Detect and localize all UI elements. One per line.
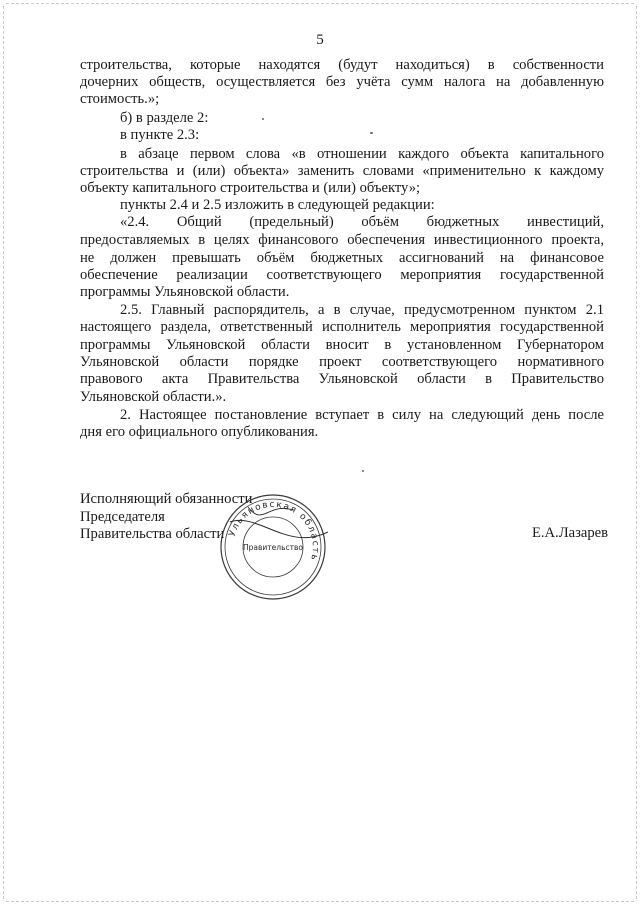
text-line: предоставляемых в целях финансового обеспечения инвестиционного проекта, (80, 232, 604, 248)
scan-edge-right (636, 6, 637, 899)
text-line: строительства и (или) объекта» заменить словами «применительно к каждому (80, 163, 604, 179)
text-line: Ульяновской области порядке проект соответствующего нормативного (80, 354, 604, 370)
signatory-title-line-2: Председателя (80, 509, 165, 525)
scan-edge-left (3, 6, 4, 899)
text-line: пункты 2.4 и 2.5 изложить в следующей редакции: (120, 197, 435, 213)
text-line: в пункте 2.3: (120, 127, 200, 143)
scan-edge-bottom (6, 901, 634, 902)
text-line: дня его официального опубликования. (80, 424, 319, 440)
svg-text:Ульяновская область (228, 500, 321, 562)
text-line: строительства, которые находятся (будут находиться) в собственности (80, 57, 604, 73)
signatory-title-line-1: Исполняющий обязанности (80, 491, 253, 507)
text-line: б) в разделе 2: (120, 110, 209, 126)
text-line: настоящего раздела, ответственный исполнитель мероприятия государственной (80, 319, 604, 335)
scan-speck (262, 118, 264, 120)
text-line: 2. Настоящее постановление вступает в силу на следующий день после (120, 407, 604, 423)
text-line: 2.5. Главный распорядитель, а в случае, предусмотренном пунктом 2.1 (120, 302, 604, 318)
text-line: объекту капитального строительства и (или) объекту»; (80, 180, 421, 196)
text-line: программы Ульяновской области вносит в установленном Губернатором (80, 337, 604, 353)
signatory-name: Е.А.Лазарев (531, 525, 608, 541)
official-seal (218, 492, 328, 602)
text-line: программы Ульяновской области. (80, 284, 290, 300)
text-line: «2.4. Общий (предельный) объём бюджетных инвестиций, (120, 214, 604, 230)
text-line: не должен превышать объём бюджетных ассигнований на финансовое (80, 250, 604, 266)
text-line: правового акта Правительства Ульяновской области в Правительство (80, 371, 604, 387)
text-line: в абзаце первом слова «в отношении каждого объекта капитального (120, 146, 604, 162)
seal-ring-text: Ульяновская область (227, 499, 321, 563)
scan-speck (370, 132, 373, 134)
text-line: Ульяновской области.». (80, 389, 227, 405)
text-line: стоимость.»; (80, 91, 160, 107)
text-line: дочерних обществ, осуществляется без учёта сумм налога на добавленную (80, 74, 604, 90)
signatory-title-line-3: Правительства области (80, 526, 225, 542)
page-number: 5 (316, 32, 324, 48)
scan-edge-top (6, 3, 634, 4)
seal-center-text: Правительство (243, 543, 303, 552)
scan-speck (362, 470, 364, 472)
text-line: обеспечение реализации соответствующего мероприятия государственной (80, 267, 604, 283)
